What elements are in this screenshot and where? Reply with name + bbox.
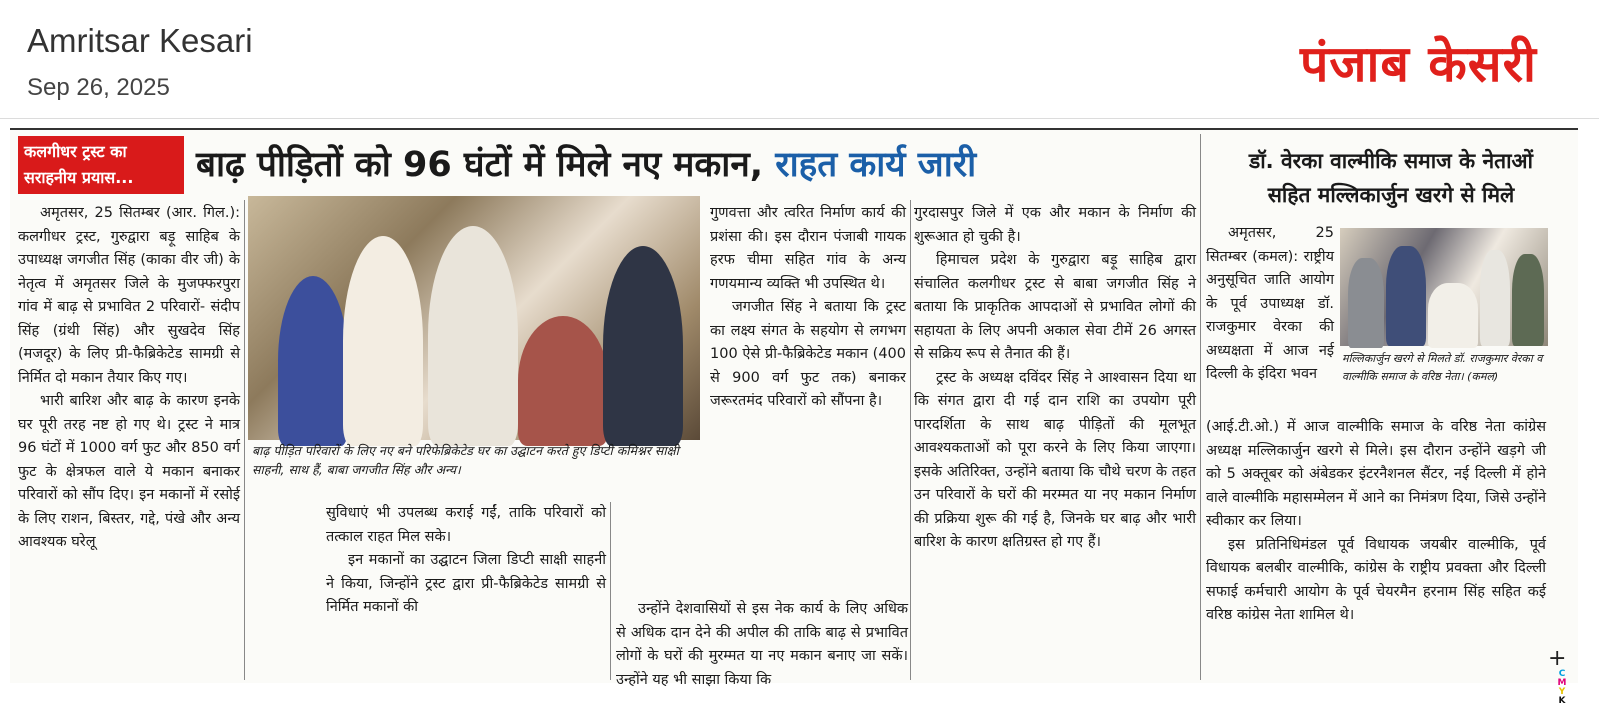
- headline-main-text: बाढ़ पीड़ितों को 96 घंटों में मिले नए मकान,: [196, 145, 764, 185]
- side-story-body: [1206, 416, 1546, 628]
- article-paragraph: इस प्रतिनिधिमंडल पूर्व विधायक जयबीर वाल्मीकि, पूर्व विधायक बलबीर वाल्मीकि, कांग्रेस के राष्ट्रीय प्रवक्ता और दिल्ली सफाई कर्मचारी आयोग के पूर्व चेयरमैन हरनाम सिंह सहित कई वरिष्ठ कांग्रेस नेता शामिल थे।: [1206, 536, 1546, 623]
- registration-mark: +: [1548, 646, 1567, 671]
- article-paragraph: अमृतसर, 25 सितम्बर (कमल): राष्ट्रीय अनुसूचित जाति आयोग के पूर्व उपाध्यक्ष डॉ. राजकुमार वेरका की अध्यक्षता में आज नई दिल्ली के इंदिरा भवन: [1206, 225, 1334, 382]
- main-photo-caption: बाढ़ पीड़ित परिवारों के लिए नए बने परिफेब्रिकेटेड घर का उद्घाटन करते हुए डिप्टी कमिश्नर साक्षी साहनी, साथ हैं, बाबा जगजीत सिंह और अन्य।: [252, 443, 679, 477]
- side-story-headline: [1206, 144, 1576, 212]
- main-story-photo: [248, 196, 700, 440]
- article-paragraph: जगजीत सिंह ने बताया कि ट्रस्ट का लक्ष्य संगत के सहयोग से लगभग 100 ऐसे प्री-फैब्रिकेटेड मकान (400 से 900 वर्ग फुट तक) बनाकर जरूरतमंद परिवारों को सौंपना है।: [710, 299, 906, 409]
- column-divider: [244, 200, 245, 680]
- story-tag-line1: कलगीधर ट्रस्ट का: [24, 142, 127, 161]
- article-paragraph: भारी बारिश और बाढ़ के कारण इनके घर पूरी तरह नष्ट हो गए थे। ट्रस्ट ने मात्र 96 घंटों में 1000 वर्ग फुट और 850 वर्ग फुट के क्षेत्रफल वाले ये मकान बनाकर परिवारों को सौंप दिए। इन मकानों में रसोई के लिए राशन, बिस्तर, गद्दे, पंखे और अन्य आवश्यक घरेलू: [18, 393, 240, 550]
- article-paragraph: हिमाचल प्रदेश के गुरुद्वारा बड़ू साहिब द्वारा संचालित कलगीधर ट्रस्ट से बाबा जगजीत सिंह ने बताया कि प्राकृतिक आपदाओं से प्रभावित लोगों की सहायता के लिए अपनी अकाल सेवा टीमें 26 अगस्त से सक्रिय रूप से तैनात की हैं।: [914, 252, 1196, 362]
- side-headline-line2: सहित मल्लिकार्जुन खरगे से मिले: [1267, 183, 1515, 207]
- side-story-lead: [1206, 222, 1334, 387]
- article-paragraph: उन्होंने देशवासियों से इस नेक कार्य के लिए अधिक से अधिक दान देने की अपील की ताकि बाढ़ से प्रभावित लोगों के घरों की मुरम्मत या नए मकान बनाए जा सकें। उन्होंने यह भी साझा किया कि: [616, 601, 908, 688]
- edition-date: Sep 26, 2025: [27, 74, 170, 101]
- article-paragraph: गुरदासपुर जिले में एक और मकान के निर्माण की शुरूआत हो चुकी है।: [914, 205, 1196, 245]
- newspaper-clipping: [10, 128, 1578, 706]
- article-column-1: [18, 202, 240, 555]
- side-photo-caption: मल्लिकार्जुन खरगे से मिलते डॉ. राजकुमार वेरका व वाल्मीकि समाज के वरिष्ठ नेता। (कमल): [1342, 352, 1543, 383]
- newspaper-logo: पंजाब केसरी: [1299, 35, 1537, 93]
- article-paragraph: ट्रस्ट के अध्यक्ष दविंदर सिंह ने आश्वासन दिया था कि संगत द्वारा दी गई दान राशि का उपयोग पूरी पारदर्शिता के साथ बाढ़ पीड़ितों की मूलभूत आवश्यकताओं को पूरा करने के लिए किया जाएगा। इसके अतिरिक्त, उन्होंने बताया कि चौथे चरण के तहत उन परिवारों के घरों की मरम्मत या नए मकान निर्माण की प्रक्रिया शुरू की गई है, जिनके घर बाढ़ और भारी बारिश के कारण क्षतिग्रस्त हो गए हैं।: [914, 369, 1196, 550]
- story-tag-line2: सराहनीय प्रयास...: [24, 168, 134, 187]
- article-paragraph: इन मकानों का उद्घाटन जिला डिप्टी साक्षी साहनी ने किया, जिन्होंने ट्रस्ट द्वारा प्री-फैब्रिकेटेड सामग्री से निर्मित मकानों की: [326, 552, 606, 615]
- main-headline: [196, 140, 976, 187]
- column-divider: [910, 200, 911, 680]
- article-column-4: [914, 202, 1196, 555]
- headline-highlight-text: राहत कार्य जारी: [775, 145, 977, 185]
- header-divider: [0, 118, 1599, 119]
- article-paragraph: (आई.टी.ओ.) में आज वाल्मीकि समाज के वरिष्ठ नेता कांग्रेस अध्यक्ष मल्लिकार्जुन खरगे से मिले। इस दौरान उन्होंने खड़गे जी को 5 अक्तूबर को अंबेडकर इंटरनैशनल सैंटर, नई दिल्ली में होने वाले वाल्मीकि महासम्मेलन में आने का निमंत्रण दिया, जिसे उन्होंने स्वीकार कर लिया।: [1206, 419, 1546, 529]
- side-story-photo: [1340, 228, 1548, 346]
- article-paragraph: अमृतसर, 25 सितम्बर (आर. गिल.): कलगीधर ट्रस्ट, गुरुद्वारा बड़ू साहिब के उपाध्यक्ष जगजीत सिंह (काका वीर जी) के नेतृत्व में अमृतसर जिले के मुजफ्फरपुरा गांव में बाढ़ से प्रभावित 2 परिवारों- संदीप सिंह (ग्रंथी सिंह) और सुखदेव सिंह (मजदूर) के लिए प्री-फैब्रिकेटेड सामग्री से निर्मित दो मकान तैयार किए गए।: [18, 205, 240, 386]
- article-column-3-bottom: [616, 598, 908, 692]
- story-tag: [18, 136, 184, 194]
- cmyk-mark: C M Y K: [1557, 669, 1567, 706]
- edition-name: Amritsar Kesari: [27, 22, 253, 59]
- article-paragraph: गुणवत्ता और त्वरित निर्माण कार्य की प्रशंसा की। इस दौरान पंजाबी गायक हरफ चीमा सहित गांव के अन्य गणयमान्य व्यक्ति भी उपस्थित थे।: [710, 205, 906, 292]
- article-column-3-top: [710, 202, 906, 414]
- column-divider: [610, 502, 611, 680]
- section-divider: [1200, 134, 1201, 680]
- side-headline-line1: डॉ. वेरका वाल्मीकि समाज के नेताओं: [1248, 149, 1534, 173]
- article-paragraph: सुविधाएं भी उपलब्ध कराई गईं, ताकि परिवारों को तत्काल राहत मिल सके।: [326, 505, 606, 545]
- article-column-2: [326, 502, 606, 620]
